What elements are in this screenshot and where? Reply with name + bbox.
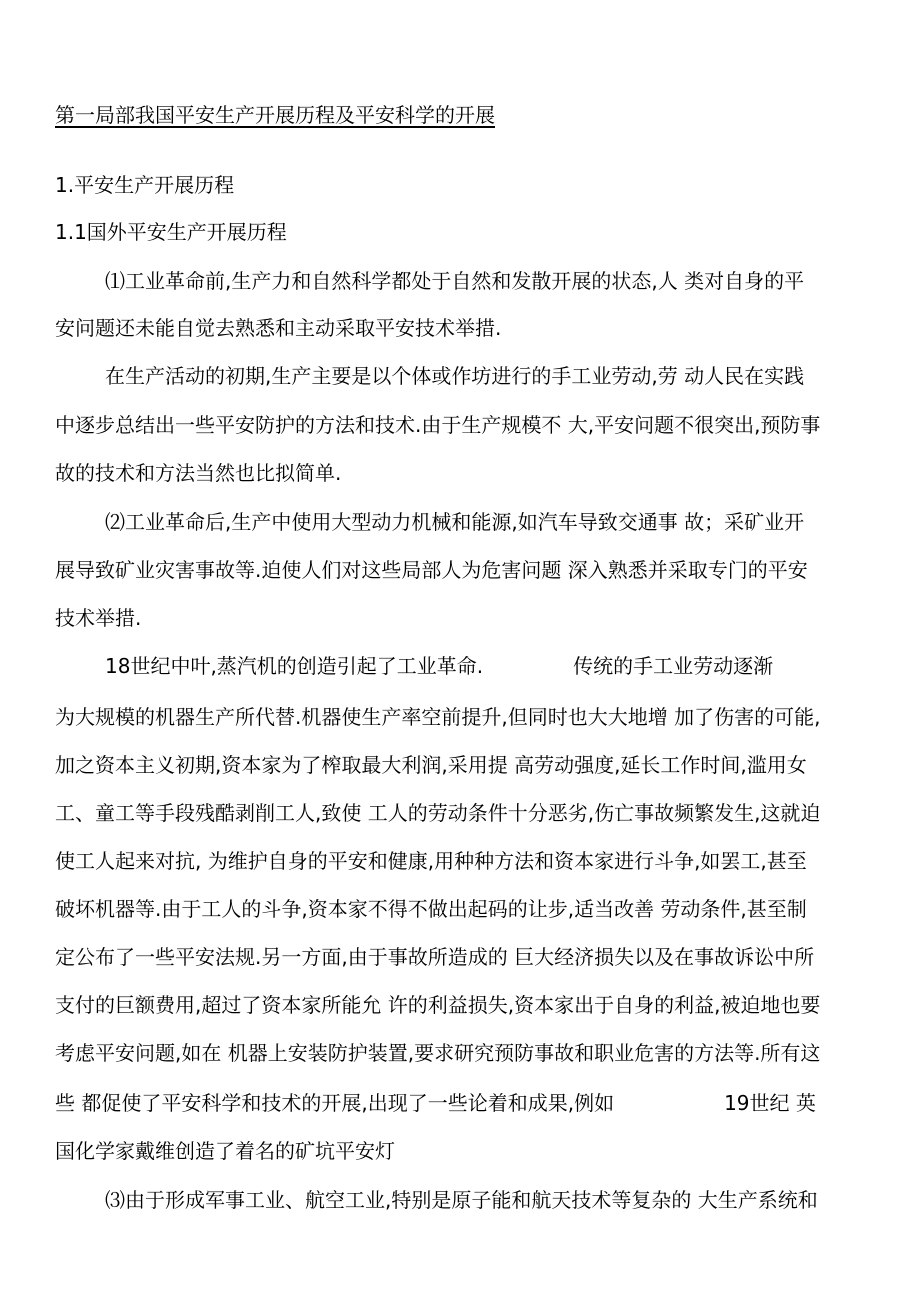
paragraph-line: 中逐步总结出一些平安防护的方法和技术.由于生产规模不 大,平安问题不很突出,预防事 (55, 413, 821, 437)
paragraph-line: ⑴工业革命前,生产力和自然科学都处于自然和发散开展的状态,人 类对自身的平 (105, 269, 805, 293)
paragraph-line-part: 18世纪中叶,蒸汽机的创造引起了工业革命. (105, 654, 484, 678)
paragraph-line: 定公布了一些平安法规.另一方面,由于事故所造成的 巨大经济损失以及在事故诉讼中所 (55, 945, 815, 969)
paragraph-line: 破坏机器等.由于工人的斗争,资本家不得不做出起码的让步,适当改善 劳动条件,甚至制 (55, 897, 807, 921)
paragraph-line: 使工人起来对抗, 为维护自身的平安和健康,用种种方法和资本家进行斗争,如罢工,甚至 (55, 849, 807, 873)
paragraph-line: 为大规模的机器生产所代替.机器使生产率空前提升,但同时也大大地增 加了伤害的可能, (55, 705, 821, 729)
paragraph-line: 考虑平安问题,如在 机器上安装防护装置,要求研究预防事故和职业危害的方法等.所有这 (55, 1041, 821, 1065)
paragraph-line: 技术举措. (55, 606, 142, 630)
paragraph-line: 展导致矿业灾害事故等.迫使人们对这些局部人为危害问题 深入熟悉并采取专门的平安 (55, 558, 808, 582)
paragraph-line: 在生产活动的初期,生产主要是以个体或作坊进行的手工业劳动,劳 动人民在实践 (105, 364, 805, 388)
paragraph-line: 故的技术和方法当然也比拟简单. (55, 461, 342, 485)
paragraph-line-part: 些 都促使了平安科学和技术的开展,出现了一些论着和成果,例如 (55, 1091, 615, 1115)
section-heading-1-1: 1.1国外平安生产开展历程 (55, 220, 287, 244)
document-title: 第一局部我国平安生产开展历程及平安科学的开展 (55, 103, 495, 127)
paragraph-line: 安问题还未能自觉去熟悉和主动采取平安技术举措. (55, 316, 502, 340)
paragraph-line: 加之资本主义初期,资本家为了榨取最大利润,采用提 高劳动强度,延长工作时间,滥用女 (55, 753, 807, 777)
paragraph-line: 支付的巨额费用,超过了资本家所能允 许的利益损失,资本家出于自身的利益,被迫地也要 (55, 993, 821, 1017)
paragraph-line-part: 19世纪 英 (724, 1091, 816, 1115)
paragraph-line (105, 651, 865, 681)
paragraph-line: ⑶由于形成军事工业、航空工业,特别是原子能和航天技术等复杂的 大生产系统和 (105, 1188, 818, 1212)
section-heading-1: 1.平安生产开展历程 (55, 173, 235, 197)
paragraph-line: 国化学家戴维创造了着名的矿坑平安灯 (55, 1139, 395, 1163)
paragraph-line: 工、童工等手段残酷剥削工人,致使 工人的劳动条件十分恶劣,伤亡事故频繁发生,这就迫 (55, 801, 821, 825)
paragraph-line (55, 1088, 865, 1118)
paragraph-line-part: 传统的手工业劳动逐渐 (573, 654, 774, 678)
paragraph-line: ⑵工业革命后,生产中使用大型动力机械和能源,如汽车导致交通事 故；采矿业开 (105, 510, 805, 534)
